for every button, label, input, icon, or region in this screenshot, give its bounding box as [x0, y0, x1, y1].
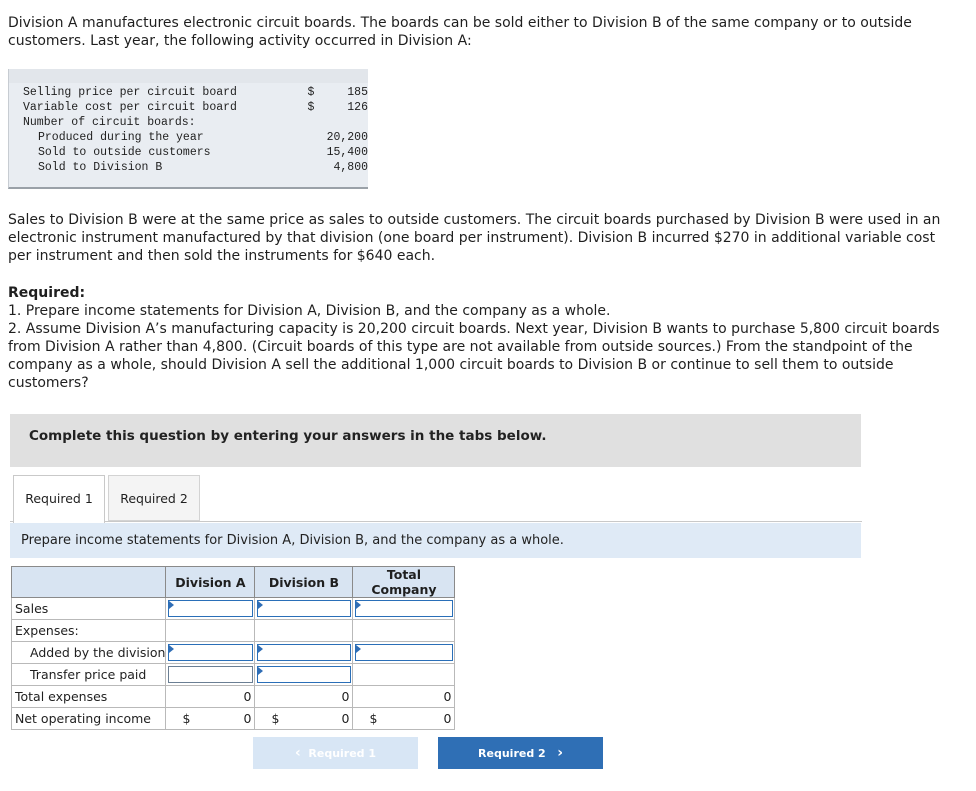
table-row — [12, 708, 455, 730]
table-row — [12, 598, 455, 620]
header-blank — [12, 567, 166, 598]
row-label-expenses: Expenses: — [12, 620, 166, 642]
total-expenses-division-b: 0 — [255, 686, 353, 708]
header-total-company: Total Company — [353, 567, 455, 598]
income-statement-table — [11, 566, 455, 730]
transfer-division-a-input[interactable] — [166, 664, 255, 686]
table-row — [23, 100, 368, 115]
sales-total-company-input[interactable] — [353, 598, 455, 620]
sales-division-b-input[interactable] — [255, 598, 353, 620]
row-label: Sold to Division B — [38, 161, 163, 174]
total-expenses-division-a: 0 — [166, 686, 255, 708]
instruction-bar — [10, 523, 861, 558]
row-label: Produced during the year — [38, 131, 204, 144]
added-division-a-input[interactable] — [166, 642, 255, 664]
prev-button-label: Required 1 — [308, 747, 377, 760]
next-button-label: Required 2 — [478, 747, 546, 760]
total-expenses-total-company: 0 — [353, 686, 455, 708]
table-row — [12, 686, 455, 708]
tab-divider — [105, 521, 862, 522]
row-label-transfer: Transfer price paid — [12, 664, 166, 686]
header-division-b: Division B — [255, 567, 353, 598]
complete-note: Complete this question by entering your answers in the tabs below. — [29, 428, 547, 444]
prev-required-button[interactable] — [253, 737, 418, 769]
required-item-1: 1. Prepare income statements for Division A, Division B, and the company as a whole. — [8, 303, 611, 319]
net-income-total-company: $ 0 — [353, 708, 455, 730]
row-value: 185 — [347, 86, 368, 99]
row-currency: $ — [307, 101, 315, 114]
row-label-total-expenses: Total expenses — [12, 686, 166, 708]
net-income-division-a: $ 0 — [166, 708, 255, 730]
tab-divider — [10, 521, 13, 522]
sales-division-a-input[interactable] — [166, 598, 255, 620]
row-label-sales: Sales — [12, 598, 166, 620]
row-label: Number of circuit boards: — [23, 116, 196, 129]
complete-note-box — [10, 414, 861, 467]
tab-required-1[interactable]: Required 1 — [13, 475, 105, 523]
table-row — [12, 664, 455, 686]
table-header-row — [12, 567, 455, 598]
data-box-header — [9, 69, 368, 83]
problem-details: Sales to Division B were at the same price as sales to outside customers. The circuit boards purchased by Division B were used in an electronic instrument manufactured by that division (one board per instrument). Division B incurred $270 in additional variable cost per instrument and then sold the instruments for $640 each. — [8, 212, 941, 264]
row-value: 4,800 — [333, 161, 368, 174]
net-income-division-b: $ 0 — [255, 708, 353, 730]
table-row — [23, 130, 368, 145]
table-row — [12, 620, 455, 642]
problem-intro: Division A manufactures electronic circuit boards. The boards can be sold either to Division B of the same company or to outside customers. Last year, the following activity occurred in Division A: — [8, 15, 912, 49]
table-row — [23, 85, 368, 100]
chevron-right-icon: › — [557, 745, 563, 761]
table-row — [23, 160, 368, 175]
table-row — [12, 642, 455, 664]
row-label: Variable cost per circuit board — [23, 101, 237, 114]
row-value: 126 — [347, 101, 368, 114]
activity-data-box — [8, 69, 368, 189]
row-label-net-income: Net operating income — [12, 708, 166, 730]
required-section — [8, 284, 943, 392]
added-total-company-input[interactable] — [353, 642, 455, 664]
required-title: Required: — [8, 285, 86, 301]
instruction-text: Prepare income statements for Division A, Division B, and the company as a whole. — [21, 533, 564, 548]
row-label-added: Added by the division — [12, 642, 166, 664]
required-item-2: 2. Assume Division A’s manufacturing capacity is 20,200 circuit boards. Next year, Division B wants to purchase 5,800 circuit boards from Division A rather than 4,800. (Circuit boards of this type are not available from outside sources.) From the standpoint of the company as a whole, should Division A sell the additional 1,000 circuit boards to Division B or continue to sell them to outside customers? — [8, 321, 940, 391]
row-label: Sold to outside customers — [38, 146, 211, 159]
table-row — [23, 145, 368, 160]
row-label: Selling price per circuit board — [23, 86, 237, 99]
row-currency: $ — [307, 86, 315, 99]
transfer-division-b-input[interactable] — [255, 664, 353, 686]
row-value: 15,400 — [326, 146, 368, 159]
chevron-left-icon: ‹ — [294, 745, 301, 761]
row-value: 20,200 — [326, 131, 368, 144]
next-required-button[interactable] — [438, 737, 603, 769]
header-division-a: Division A — [166, 567, 255, 598]
activity-table — [23, 85, 368, 175]
table-row — [23, 115, 368, 130]
added-division-b-input[interactable] — [255, 642, 353, 664]
tab-required-2[interactable]: Required 2 — [108, 475, 200, 521]
